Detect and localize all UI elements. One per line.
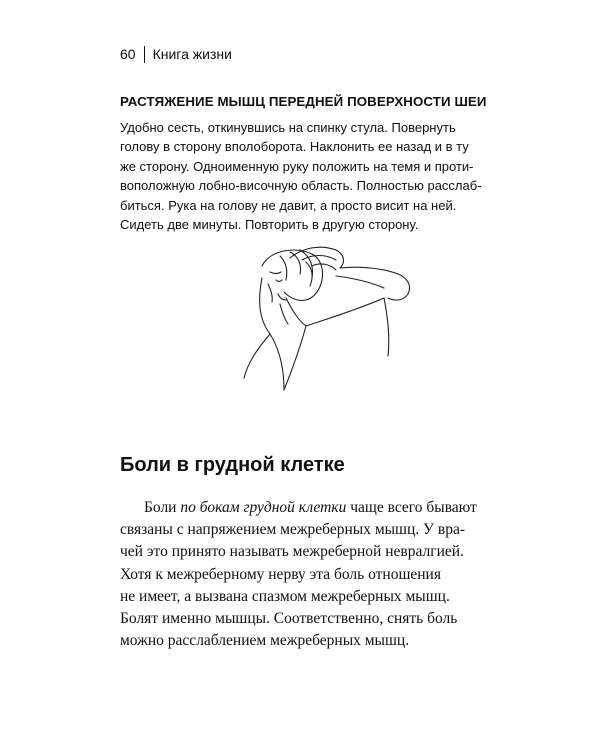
body-text-run: Боли: [144, 499, 181, 516]
book-title: Книга жизни: [152, 46, 232, 62]
neck-stretch-illustration: [240, 238, 430, 403]
body-emphasis: по бокам грудной клетки: [180, 499, 347, 516]
exercise-instructions: [120, 118, 500, 234]
instruction-line: биться. Рука на голову не давит, а просто висит на ней.: [120, 197, 457, 213]
body-line: чей это принято называть межреберной невралгией.: [120, 543, 464, 561]
body-line: связаны с напряжением межреберных мышц. У вра-: [120, 521, 465, 539]
instruction-line: голову в сторону вполоборота. Наклонить ее назад и в ту: [120, 139, 469, 155]
body-line: не имеет, а вызвана спазмом межреберных мышц.: [120, 587, 450, 605]
section-body: [120, 497, 500, 652]
section-heading: Боли в грудной клетке: [120, 454, 345, 476]
body-line: можно расслаблением межреберных мышц.: [120, 632, 410, 650]
page-number: 60: [120, 46, 136, 62]
running-header: [120, 43, 232, 65]
instruction-line: Сидеть две минуты. Повторить в другую сторону.: [120, 217, 419, 233]
body-text-run: чаще всего бывают: [346, 499, 477, 516]
instruction-line: же сторону. Одноименную руку положить на темя и проти-: [120, 158, 474, 174]
instruction-line: Удобно сесть, откинувшись на спинку стула. Повернуть: [120, 120, 456, 135]
instruction-line: воположную лобно-височную область. Полностью расслаб-: [120, 178, 482, 194]
body-line: [120, 497, 500, 519]
exercise-title: РАСТЯЖЕНИЕ МЫШЦ ПЕРЕДНЕЙ ПОВЕРХНОСТИ ШЕИ: [120, 94, 487, 109]
header-separator: [144, 46, 145, 63]
body-line: Болят именно мышцы. Соответственно, снять боль: [120, 610, 458, 628]
body-line: Хотя к межреберному нерву эта боль отношения: [120, 565, 441, 583]
